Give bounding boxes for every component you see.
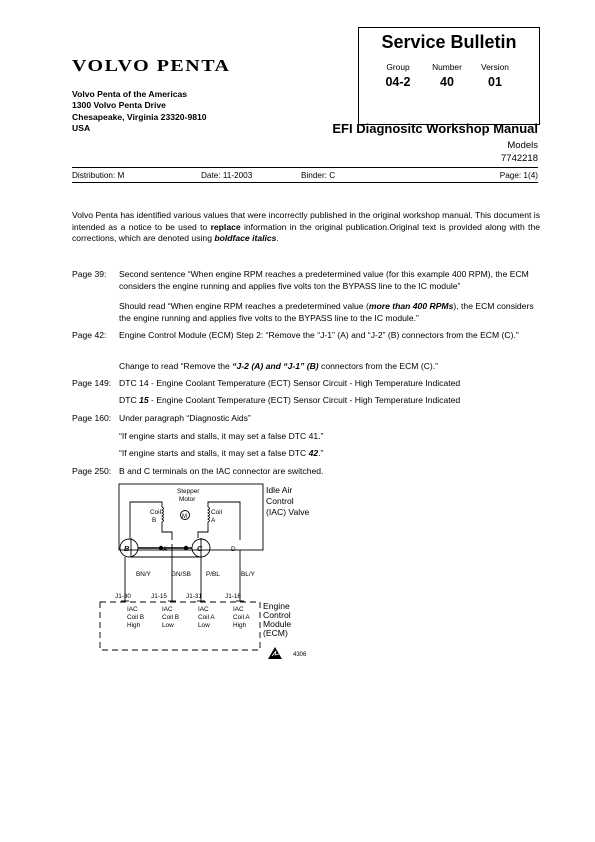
group-value: 04-2 <box>385 75 411 89</box>
ecm-pin-label: High <box>233 622 247 629</box>
connector-pin: J1-31 <box>186 593 202 600</box>
manual-title: EFI Diagnositc Workshop Manual <box>332 121 538 136</box>
motor-symbol: M <box>182 514 187 520</box>
ecm-label: (ECM) <box>263 628 288 638</box>
intro-bold-italic: boldface italics <box>214 233 277 244</box>
connector-pin: J1-16 <box>225 593 241 600</box>
volvo-penta-logo: VOLVO PENTA <box>72 56 231 76</box>
pin-c-label: C <box>197 544 203 553</box>
page-149-label: Page 149: <box>72 378 112 388</box>
pin-b-label: B <box>124 544 130 553</box>
correction-text: “If engine starts and stalls, it may set a false DTC <box>119 448 309 458</box>
connector-pin: J1-30 <box>115 593 131 600</box>
ecm-label: Control <box>263 610 291 620</box>
page-39-original: Second sentence “When engine RPM reaches a predetermined value (for this example 400 RPM), the ECM considers the engine running and applies five volts ton the BYPASS line to the IC module” <box>119 269 529 291</box>
figure-number: 4306 <box>293 652 307 658</box>
page-42-label: Page 42: <box>72 330 107 340</box>
ecm-pin-label: Low <box>162 622 174 629</box>
models-label: Models <box>507 140 538 151</box>
distribution: Distribution: M <box>72 171 125 180</box>
ecm-pin-label: IAC <box>162 606 173 613</box>
correction-text: .” <box>318 448 324 458</box>
coil-b-label: Coil <box>150 509 162 516</box>
ecm-pin-label: Low <box>198 622 210 629</box>
binder: Binder: C <box>301 171 336 180</box>
correction-highlight: 42 <box>308 448 319 458</box>
ecm-label: Engine <box>263 601 290 611</box>
page-number: Page: 1(4) <box>499 171 538 180</box>
number-label: Number <box>432 62 462 72</box>
number-value: 40 <box>440 75 454 89</box>
wire-color: P/BL <box>206 571 220 578</box>
valve-label: (IAC) Valve <box>266 507 310 517</box>
ecm-pin-label: High <box>127 622 141 629</box>
version-label: Version <box>481 62 509 72</box>
coil-a-icon <box>208 507 210 522</box>
address-line: USA <box>72 122 91 133</box>
correction-text: DTC <box>119 395 140 405</box>
wire-color: GN/SB <box>171 571 191 578</box>
pin-d-label: D <box>231 546 236 553</box>
page-160-original: Under paragraph “Diagnostic Aids” <box>119 413 251 423</box>
ecm-pin-label: IAC <box>127 606 138 613</box>
bulletin-title: Service Bulletin <box>381 32 517 52</box>
correction-highlight: 15 <box>139 395 149 405</box>
ecm-pin-label: Coil A <box>233 614 250 621</box>
valve-label: Control <box>266 496 294 506</box>
page-42-original: Engine Control Module (ECM) Step 2: “Remove the “J-1” (A) and “J-2” (B) connectors from the ECM (C).” <box>119 330 519 340</box>
coil-b-icon <box>162 507 164 522</box>
intro-bold: replace <box>210 221 241 232</box>
group-label: Group <box>386 62 410 72</box>
correction-highlight: “J-2 (A) and “J-1” (B) <box>232 361 319 371</box>
address-line: Volvo Penta of the Americas <box>72 89 188 99</box>
ecm-pin-label: Coil B <box>162 614 180 621</box>
correction-text: Should read “When engine RPM reaches a predetermined value ( <box>119 301 369 311</box>
address-line: 1300 Volvo Penta Drive <box>72 100 166 111</box>
wire-color: BL/Y <box>241 571 255 578</box>
correction-highlight: more than 400 RPMs <box>368 301 454 311</box>
intro-text: Volvo Penta has identified various values that were incorrectly published in the original workshop manual. This document is intended as a notice to be used to <box>72 210 540 232</box>
stepper-motor-label: Stepper <box>177 488 200 495</box>
ecm-pin-label: Coil A <box>198 614 215 621</box>
page-160-label: Page 160: <box>72 413 112 423</box>
wire-color: BN/Y <box>136 571 151 578</box>
page-250-original: B and C terminals on the IAC connector are switched. <box>119 466 324 476</box>
ecm-label: Module <box>263 619 292 629</box>
page-39-label: Page 39: <box>72 269 107 279</box>
ecm-pin-label: IAC <box>198 606 209 613</box>
models-value: 7742218 <box>501 153 538 164</box>
page-250-label: Page 250: <box>72 466 112 476</box>
coil-a-label: A <box>211 517 216 524</box>
address-line: Chesapeake, Virginia 23320-9810 <box>72 111 207 122</box>
intro-text: . <box>276 233 279 244</box>
correction-text: - Engine Coolant Temperature (ECT) Sensor Circuit - High Temperature Indicated <box>148 395 461 405</box>
date: Date: 11-2003 <box>201 171 253 180</box>
version-value: 01 <box>488 75 502 89</box>
correction-text: Change to read “Remove the <box>119 361 233 371</box>
coil-a-label: Coil <box>211 509 223 516</box>
intro-text: information in the original publication.Original text is provided along with the corrections, which are denoted using <box>72 221 540 244</box>
coil-b-label: B <box>152 517 157 524</box>
ecm-pin-label: IAC <box>233 606 244 613</box>
ecm-pin-label: Coil B <box>127 614 145 621</box>
connector-pin: J1-15 <box>151 593 167 600</box>
pin-a-label: A <box>163 546 168 553</box>
stepper-motor-label: Motor <box>179 496 196 503</box>
valve-label: Idle Air <box>266 485 293 495</box>
correction-text: connectors from the ECM (C).” <box>318 361 439 371</box>
correction-text: ), the ECM considers the engine running and applies five volts to the BYPASS line to the IC module.” <box>119 301 534 323</box>
page-149-original: DTC 14 - Engine Coolant Temperature (ECT) Sensor Circuit - High Temperature Indicated <box>119 378 461 388</box>
esd-warning-icon <box>268 647 282 659</box>
page-160-line: “If engine starts and stalls, it may set a false DTC 41.” <box>119 431 324 441</box>
